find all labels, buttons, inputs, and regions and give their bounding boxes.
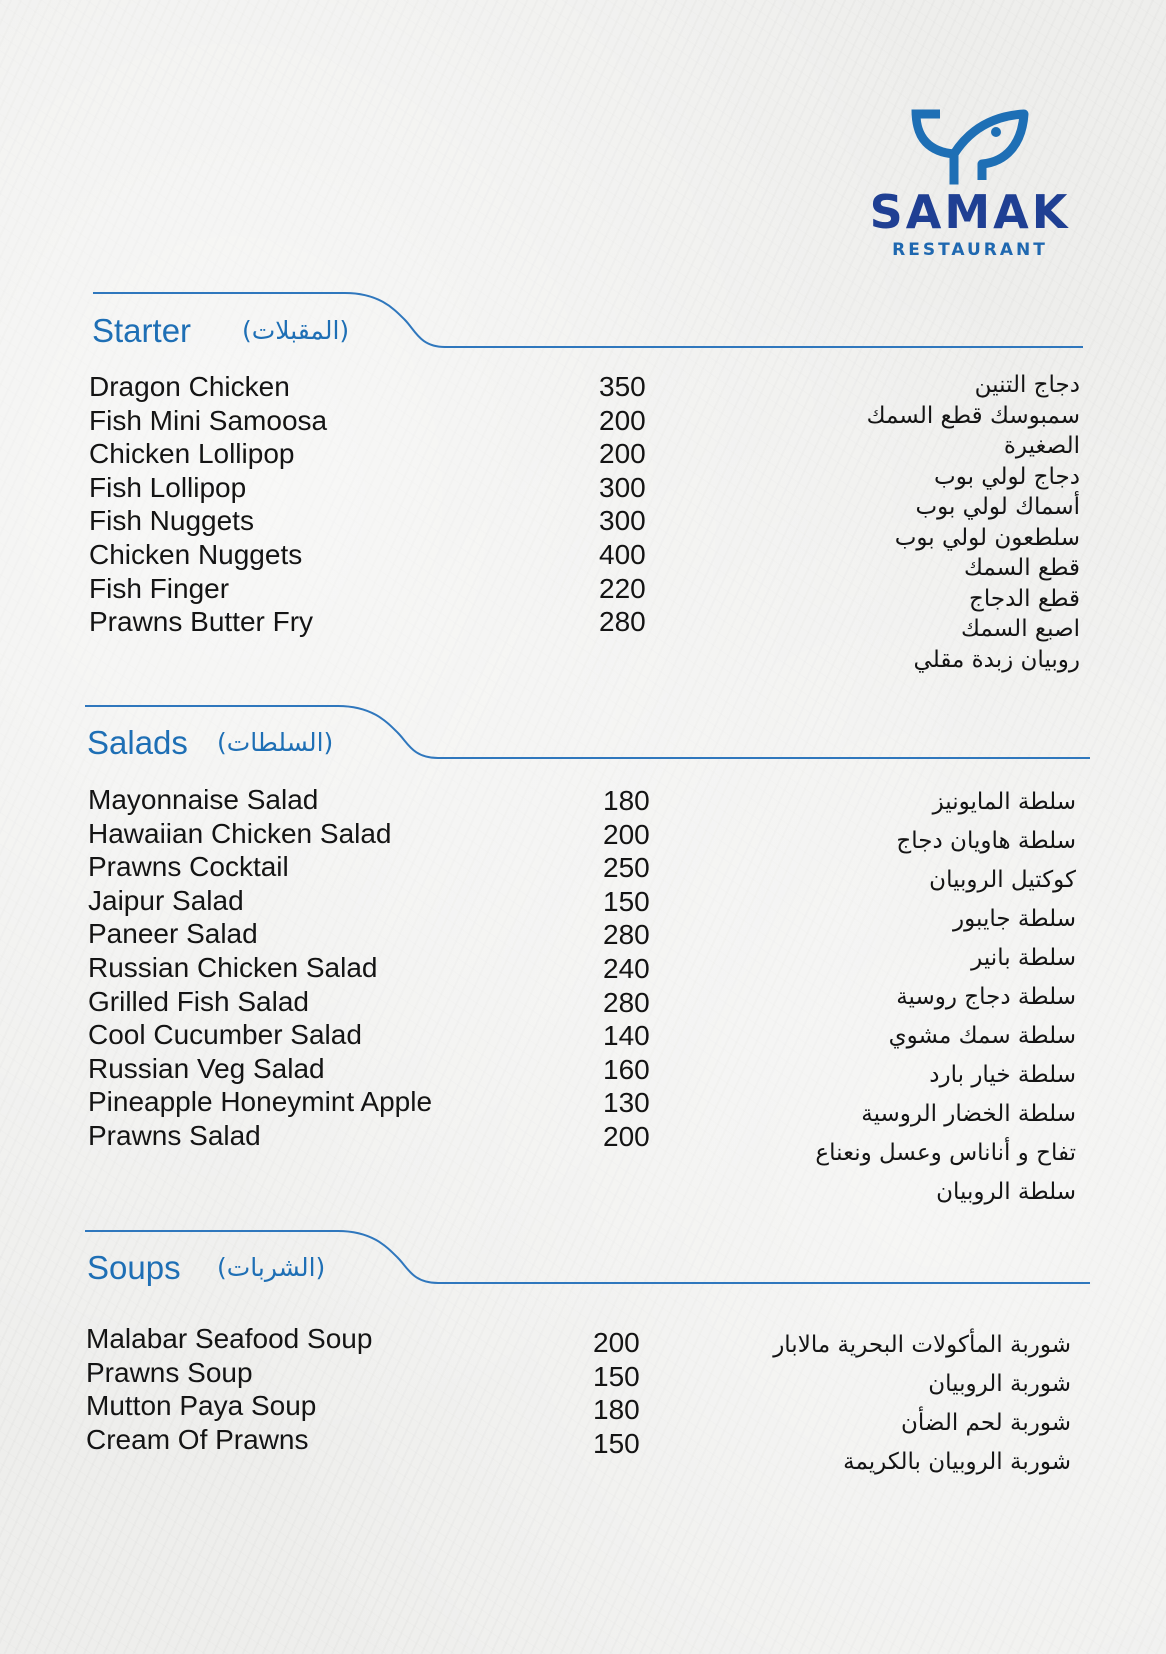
menu-item-price: 350 [599,371,646,402]
brand-logo [855,108,1085,260]
menu-item-price: 400 [599,538,646,570]
menu-item-name: Russian Veg Salad [88,1052,325,1084]
menu-item-name: Prawns Salad [88,1119,261,1151]
menu-item-price: 150 [593,1427,640,1459]
menu-item-name: Fish Finger [89,572,230,604]
menu-item-name: Mayonnaise Salad [88,784,319,815]
menu-item-name: Malabar Seafood Soup [86,1323,373,1354]
arabic-item-name: سلطة جايبور [953,906,1076,932]
arabic-item-name: سلطة دجاج روسية [896,984,1076,1010]
section-title-arabic: (السلطات) [217,728,334,757]
arabic-item-name: شوربة الروبيان بالكريمة [843,1449,1071,1475]
menu-item-price: 300 [599,505,646,537]
menu-item-name: Cool Cucumber Salad [88,1019,362,1051]
arabic-item-name: سلطة خيار بارد [929,1062,1076,1088]
menu-item-price: 250 [603,852,650,884]
section-title-arabic: (المقبلات) [242,316,350,345]
menu-item-name: Mutton Paya Soup [86,1390,317,1422]
menu-item-name: Chicken Nuggets [89,538,303,570]
arabic-item-name: شوربة المأكولات البحرية مالابار [773,1332,1071,1358]
menu-item-name: Prawns Butter Fry [89,606,314,638]
menu-item-name: Dragon Chicken [89,371,290,402]
section-title: Salads [87,724,188,761]
menu-item-price: 280 [603,986,650,1018]
menu-item-price: 140 [603,1020,650,1052]
arabic-item-name: سمبوسك قطع السمك [866,402,1080,429]
arabic-item-name: اصبع السمك [960,616,1080,642]
arabic-item-name: شوربة الروبيان [928,1371,1071,1397]
section-title-arabic: (الشربات) [217,1253,326,1282]
menu-item-price: 150 [593,1360,640,1392]
fish-logo-icon [910,108,1030,186]
arabic-item-name: سلطة سمك مشوي [888,1023,1076,1049]
arabic-item-name: روبيان زبدة مقلي [913,646,1080,673]
menu-item-name: Prawns Soup [86,1356,253,1388]
menu-item-name: Fish Nuggets [89,505,254,537]
menu-item-name: Chicken Lollipop [89,438,295,470]
menu-item-price: 220 [599,572,646,604]
arabic-item-list [671,1326,1071,1482]
arabic-item-name: تفاح و أناناس وعسل ونعناع [815,1140,1076,1166]
arabic-item-name: شوربة لحم الضأن [900,1410,1071,1436]
menu-item-name: Hawaiian Chicken Salad [88,817,392,849]
arabic-item-name: سلطة بانير [971,945,1076,971]
menu-item-name: Pineapple Honeymint Apple [88,1086,433,1118]
price-list [599,370,646,639]
menu-item-price: 200 [603,818,650,850]
arabic-item-name: الصغيرة [1003,433,1080,459]
menu-item-price: 160 [603,1053,650,1085]
arabic-item-name: قطع الدجاج [969,585,1080,612]
arabic-item-list [696,783,1076,1212]
menu-item-price: 240 [603,952,650,984]
menu-item-price: 200 [599,404,646,436]
menu-item-price: 280 [599,606,646,638]
menu-item-price: 200 [593,1327,640,1358]
menu-item-price: 200 [603,1120,650,1152]
menu-item-price: 150 [603,885,650,917]
menu-item-list [88,783,432,1153]
menu-item-name: Jaipur Salad [88,884,244,916]
brand-subtitle: RESTAURANT [892,240,1048,260]
menu-item-name: Grilled Fish Salad [88,985,309,1017]
brand-name: SAMAK [869,185,1071,239]
arabic-item-name: سلطة هاويان دجاج [896,828,1076,854]
section-salads [0,703,1166,1223]
menu-item-name: Cream Of Prawns [86,1423,309,1455]
arabic-item-name: كوكتيل الروبيان [929,867,1076,893]
menu-item-price: 180 [593,1394,640,1426]
arabic-item-list [760,370,1080,675]
arabic-item-name: سلطة الروبيان [936,1179,1076,1205]
menu-item-list [86,1322,372,1456]
section-title: Starter [92,312,192,349]
menu-item-name: Paneer Salad [88,918,258,950]
price-list [603,784,650,1154]
menu-item-price: 130 [603,1087,650,1119]
menu-item-name: Russian Chicken Salad [88,951,378,983]
arabic-item-name: دجاج لولي بوب [934,463,1080,490]
menu-item-price: 180 [603,785,650,816]
menu-item-price: 200 [599,438,646,470]
price-list [593,1326,640,1460]
menu-item-name: Fish Mini Samoosa [89,404,328,436]
menu-item-name: Prawns Cocktail [88,851,289,883]
section-soups [0,1228,1166,1488]
section-starter [0,290,1166,690]
arabic-item-name: سلطعون لولي بوب [894,524,1080,551]
menu-item-name: Fish Lollipop [89,471,247,503]
arabic-item-name: سلطة الخضار الروسية [861,1101,1076,1127]
arabic-item-name: دجاج التنين [974,372,1080,398]
arabic-item-name: سلطة المايونيز [932,789,1076,815]
menu-item-price: 280 [603,919,650,951]
menu-item-price: 300 [599,471,646,503]
menu-item-list [89,370,327,639]
section-title: Soups [87,1249,181,1286]
arabic-item-name: أسماك لولي بوب [915,494,1080,520]
arabic-item-name: قطع السمك [963,555,1080,581]
